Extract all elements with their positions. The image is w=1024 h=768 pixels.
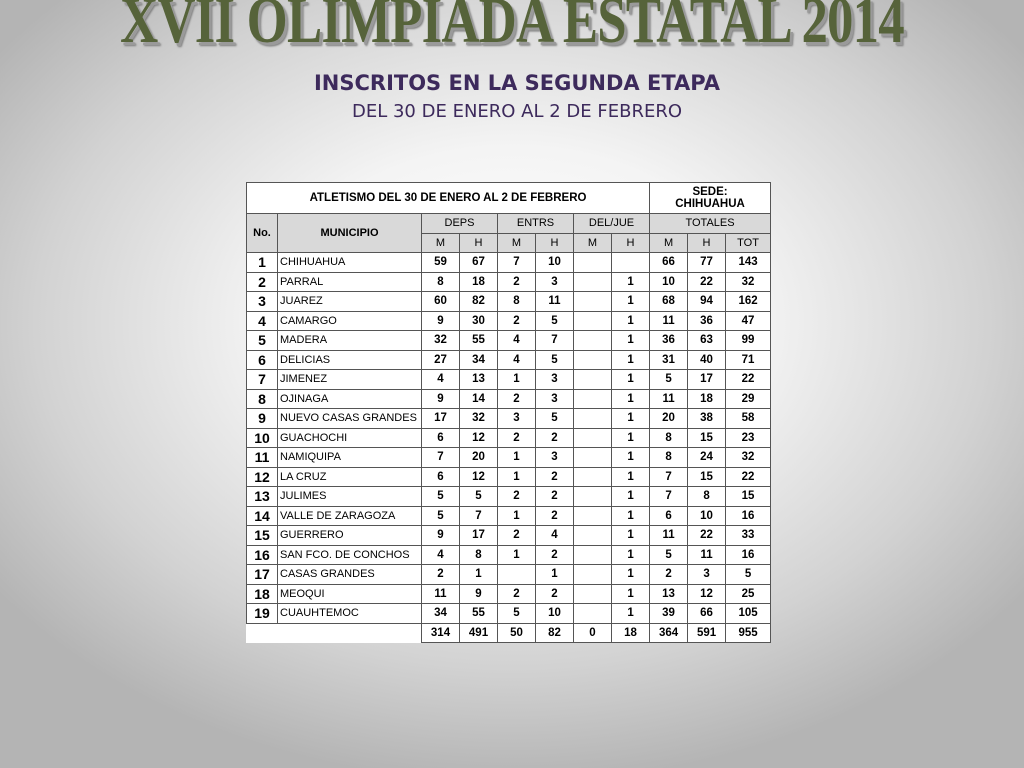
value-cell xyxy=(574,545,612,565)
row-number: 16 xyxy=(247,545,278,565)
value-cell: 58 xyxy=(726,409,771,429)
value-cell: 1 xyxy=(612,350,650,370)
value-cell: 7 xyxy=(498,253,536,273)
total-cell: 491 xyxy=(460,623,498,643)
total-cell: 82 xyxy=(536,623,574,643)
subheader-cell: H xyxy=(688,233,726,253)
value-cell: 32 xyxy=(726,272,771,292)
value-cell: 1 xyxy=(612,370,650,390)
value-cell: 3 xyxy=(536,272,574,292)
value-cell: 66 xyxy=(688,604,726,624)
value-cell: 3 xyxy=(498,409,536,429)
value-cell: 29 xyxy=(726,389,771,409)
value-cell: 38 xyxy=(688,409,726,429)
value-cell: 1 xyxy=(612,311,650,331)
table-row xyxy=(247,506,771,526)
value-cell: 6 xyxy=(422,428,460,448)
value-cell xyxy=(574,389,612,409)
value-cell: 9 xyxy=(422,526,460,546)
value-cell: 2 xyxy=(498,311,536,331)
total-cell: 18 xyxy=(612,623,650,643)
value-cell: 1 xyxy=(612,467,650,487)
value-cell: 2 xyxy=(536,545,574,565)
row-number: 14 xyxy=(247,506,278,526)
value-cell: 4 xyxy=(536,526,574,546)
table-row xyxy=(247,604,771,624)
value-cell xyxy=(574,311,612,331)
value-cell xyxy=(574,331,612,351)
value-cell xyxy=(574,253,612,273)
value-cell: 7 xyxy=(650,467,688,487)
value-cell: 11 xyxy=(650,526,688,546)
table-row xyxy=(247,272,771,292)
municipio-name: OJINAGA xyxy=(278,389,422,409)
value-cell: 36 xyxy=(688,311,726,331)
value-cell: 27 xyxy=(422,350,460,370)
value-cell: 68 xyxy=(650,292,688,312)
value-cell: 3 xyxy=(536,370,574,390)
value-cell xyxy=(574,506,612,526)
municipio-name: CHIHUAHUA xyxy=(278,253,422,273)
table-row xyxy=(247,467,771,487)
value-cell: 22 xyxy=(688,526,726,546)
value-cell xyxy=(574,350,612,370)
sede-cell xyxy=(650,183,771,214)
value-cell: 11 xyxy=(650,389,688,409)
value-cell: 14 xyxy=(460,389,498,409)
row-number: 12 xyxy=(247,467,278,487)
value-cell: 40 xyxy=(688,350,726,370)
value-cell xyxy=(498,565,536,585)
value-cell: 10 xyxy=(536,604,574,624)
value-cell: 10 xyxy=(536,253,574,273)
subheader-cell: M xyxy=(574,233,612,253)
value-cell: 1 xyxy=(612,331,650,351)
value-cell: 5 xyxy=(460,487,498,507)
value-cell: 59 xyxy=(422,253,460,273)
row-number: 7 xyxy=(247,370,278,390)
value-cell xyxy=(574,467,612,487)
value-cell: 5 xyxy=(422,506,460,526)
value-cell: 55 xyxy=(460,604,498,624)
value-cell: 2 xyxy=(536,487,574,507)
value-cell: 11 xyxy=(422,584,460,604)
value-cell: 1 xyxy=(612,389,650,409)
value-cell xyxy=(574,409,612,429)
value-cell: 1 xyxy=(498,467,536,487)
value-cell: 2 xyxy=(536,584,574,604)
value-cell: 20 xyxy=(460,448,498,468)
municipio-name: MEOQUI xyxy=(278,584,422,604)
table-row xyxy=(247,448,771,468)
value-cell: 162 xyxy=(726,292,771,312)
value-cell: 1 xyxy=(498,370,536,390)
value-cell: 4 xyxy=(498,331,536,351)
row-number: 4 xyxy=(247,311,278,331)
value-cell: 8 xyxy=(650,448,688,468)
value-cell: 10 xyxy=(650,272,688,292)
value-cell: 5 xyxy=(650,545,688,565)
total-cell: 364 xyxy=(650,623,688,643)
value-cell: 34 xyxy=(422,604,460,624)
registrations-table xyxy=(246,182,771,643)
value-cell xyxy=(574,448,612,468)
table-row xyxy=(247,370,771,390)
value-cell: 25 xyxy=(726,584,771,604)
row-number: 10 xyxy=(247,428,278,448)
value-cell: 5 xyxy=(650,370,688,390)
value-cell: 15 xyxy=(688,467,726,487)
value-cell: 1 xyxy=(612,604,650,624)
value-cell: 15 xyxy=(688,428,726,448)
subheader-cell: H xyxy=(536,233,574,253)
value-cell: 3 xyxy=(536,389,574,409)
subheader-cell: M xyxy=(422,233,460,253)
row-number: 9 xyxy=(247,409,278,429)
value-cell: 1 xyxy=(612,272,650,292)
value-cell: 16 xyxy=(726,506,771,526)
value-cell: 39 xyxy=(650,604,688,624)
col-header-municipio: MUNICIPIO xyxy=(278,214,422,253)
col-header-no: No. xyxy=(247,214,278,253)
value-cell: 8 xyxy=(688,487,726,507)
table-row xyxy=(247,350,771,370)
municipio-name: PARRAL xyxy=(278,272,422,292)
municipio-name: LA CRUZ xyxy=(278,467,422,487)
subheader-cell: H xyxy=(460,233,498,253)
value-cell: 10 xyxy=(688,506,726,526)
table-row xyxy=(247,428,771,448)
row-number: 11 xyxy=(247,448,278,468)
value-cell: 1 xyxy=(536,565,574,585)
value-cell xyxy=(574,428,612,448)
value-cell: 1 xyxy=(612,545,650,565)
sede-value: CHIHUAHUA xyxy=(675,198,745,210)
value-cell: 8 xyxy=(650,428,688,448)
value-cell xyxy=(574,584,612,604)
municipio-name: CASAS GRANDES xyxy=(278,565,422,585)
total-cell: 955 xyxy=(726,623,771,643)
table-row xyxy=(247,253,771,273)
table-row xyxy=(247,487,771,507)
sede-label: SEDE: xyxy=(692,186,728,198)
value-cell: 2 xyxy=(498,526,536,546)
value-cell: 4 xyxy=(498,350,536,370)
value-cell: 66 xyxy=(650,253,688,273)
value-cell: 1 xyxy=(612,506,650,526)
table-row xyxy=(247,292,771,312)
value-cell xyxy=(574,526,612,546)
value-cell: 18 xyxy=(688,389,726,409)
subheader-cell: TOT xyxy=(726,233,771,253)
value-cell xyxy=(574,565,612,585)
group-header-deljue: DEL/JUE xyxy=(574,214,650,234)
value-cell: 24 xyxy=(688,448,726,468)
date-range: DEL 30 DE ENERO AL 2 DE FEBRERO xyxy=(352,101,682,122)
value-cell: 71 xyxy=(726,350,771,370)
value-cell: 1 xyxy=(612,565,650,585)
municipio-name: NUEVO CASAS GRANDES xyxy=(278,409,422,429)
municipio-name: SAN FCO. DE CONCHOS xyxy=(278,545,422,565)
municipio-name: NAMIQUIPA xyxy=(278,448,422,468)
value-cell: 8 xyxy=(422,272,460,292)
value-cell: 5 xyxy=(726,565,771,585)
row-number: 6 xyxy=(247,350,278,370)
value-cell: 99 xyxy=(726,331,771,351)
value-cell: 1 xyxy=(460,565,498,585)
value-cell: 1 xyxy=(612,487,650,507)
value-cell: 17 xyxy=(460,526,498,546)
value-cell: 32 xyxy=(422,331,460,351)
value-cell: 9 xyxy=(422,389,460,409)
value-cell: 63 xyxy=(688,331,726,351)
value-cell: 105 xyxy=(726,604,771,624)
row-number: 2 xyxy=(247,272,278,292)
value-cell: 2 xyxy=(498,389,536,409)
table-row xyxy=(247,526,771,546)
value-cell: 11 xyxy=(536,292,574,312)
value-cell: 4 xyxy=(422,545,460,565)
municipio-name: CAMARGO xyxy=(278,311,422,331)
total-cell: 314 xyxy=(422,623,460,643)
value-cell: 18 xyxy=(460,272,498,292)
value-cell: 4 xyxy=(422,370,460,390)
municipio-name: MADERA xyxy=(278,331,422,351)
value-cell: 55 xyxy=(460,331,498,351)
total-cell: 591 xyxy=(688,623,726,643)
value-cell: 2 xyxy=(498,428,536,448)
value-cell xyxy=(574,604,612,624)
value-cell: 1 xyxy=(612,409,650,429)
value-cell: 5 xyxy=(498,604,536,624)
municipio-name: JULIMES xyxy=(278,487,422,507)
value-cell: 1 xyxy=(612,584,650,604)
value-cell: 77 xyxy=(688,253,726,273)
value-cell: 11 xyxy=(650,311,688,331)
municipio-name: GUERRERO xyxy=(278,526,422,546)
value-cell: 34 xyxy=(460,350,498,370)
banner-title: XVII OLIMPIADA ESTATAL 2014 xyxy=(120,0,904,57)
value-cell: 33 xyxy=(726,526,771,546)
row-number: 18 xyxy=(247,584,278,604)
value-cell: 1 xyxy=(498,448,536,468)
row-number: 3 xyxy=(247,292,278,312)
value-cell: 20 xyxy=(650,409,688,429)
value-cell: 2 xyxy=(536,506,574,526)
value-cell: 5 xyxy=(536,409,574,429)
value-cell: 22 xyxy=(726,370,771,390)
value-cell: 60 xyxy=(422,292,460,312)
subheader-cell: H xyxy=(612,233,650,253)
table-row xyxy=(247,311,771,331)
value-cell: 2 xyxy=(536,428,574,448)
table-row xyxy=(247,584,771,604)
value-cell: 7 xyxy=(422,448,460,468)
total-cell: 50 xyxy=(498,623,536,643)
value-cell: 16 xyxy=(726,545,771,565)
group-header-entrs: ENTRS xyxy=(498,214,574,234)
value-cell xyxy=(612,253,650,273)
value-cell xyxy=(574,292,612,312)
municipio-name: JUAREZ xyxy=(278,292,422,312)
value-cell: 23 xyxy=(726,428,771,448)
value-cell: 12 xyxy=(460,467,498,487)
value-cell: 2 xyxy=(498,584,536,604)
value-cell: 36 xyxy=(650,331,688,351)
value-cell: 2 xyxy=(536,467,574,487)
value-cell: 2 xyxy=(650,565,688,585)
value-cell: 2 xyxy=(498,487,536,507)
municipio-name: CUAUHTEMOC xyxy=(278,604,422,624)
municipio-name: DELICIAS xyxy=(278,350,422,370)
row-number: 8 xyxy=(247,389,278,409)
value-cell: 2 xyxy=(498,272,536,292)
value-cell: 3 xyxy=(536,448,574,468)
row-number: 1 xyxy=(247,253,278,273)
page-subtitle: INSCRITOS EN LA SEGUNDA ETAPA xyxy=(313,71,721,95)
value-cell: 9 xyxy=(422,311,460,331)
value-cell: 3 xyxy=(688,565,726,585)
value-cell: 143 xyxy=(726,253,771,273)
group-header-deps: DEPS xyxy=(422,214,498,234)
value-cell: 94 xyxy=(688,292,726,312)
table-row xyxy=(247,545,771,565)
value-cell: 13 xyxy=(650,584,688,604)
totals-spacer xyxy=(247,623,422,643)
row-number: 13 xyxy=(247,487,278,507)
table-row xyxy=(247,565,771,585)
value-cell: 8 xyxy=(460,545,498,565)
subheader-cell: M xyxy=(498,233,536,253)
value-cell: 7 xyxy=(536,331,574,351)
value-cell: 12 xyxy=(460,428,498,448)
municipio-name: GUACHOCHI xyxy=(278,428,422,448)
row-number: 19 xyxy=(247,604,278,624)
row-number: 5 xyxy=(247,331,278,351)
value-cell: 8 xyxy=(498,292,536,312)
value-cell: 11 xyxy=(688,545,726,565)
value-cell: 5 xyxy=(536,311,574,331)
value-cell: 82 xyxy=(460,292,498,312)
value-cell: 6 xyxy=(422,467,460,487)
value-cell: 32 xyxy=(460,409,498,429)
value-cell: 5 xyxy=(422,487,460,507)
subheader-cell: M xyxy=(650,233,688,253)
value-cell: 15 xyxy=(726,487,771,507)
value-cell: 5 xyxy=(536,350,574,370)
value-cell: 1 xyxy=(498,545,536,565)
value-cell xyxy=(574,272,612,292)
value-cell xyxy=(574,487,612,507)
value-cell: 13 xyxy=(460,370,498,390)
total-cell: 0 xyxy=(574,623,612,643)
table-row xyxy=(247,331,771,351)
table-row xyxy=(247,409,771,429)
value-cell: 47 xyxy=(726,311,771,331)
value-cell: 22 xyxy=(726,467,771,487)
group-header-totales: TOTALES xyxy=(650,214,771,234)
value-cell: 32 xyxy=(726,448,771,468)
value-cell: 17 xyxy=(422,409,460,429)
row-number: 15 xyxy=(247,526,278,546)
value-cell: 6 xyxy=(650,506,688,526)
value-cell xyxy=(574,370,612,390)
totals-row xyxy=(247,623,771,643)
value-cell: 1 xyxy=(612,428,650,448)
value-cell: 1 xyxy=(612,448,650,468)
value-cell: 1 xyxy=(498,506,536,526)
value-cell: 9 xyxy=(460,584,498,604)
value-cell: 7 xyxy=(460,506,498,526)
municipio-name: JIMENEZ xyxy=(278,370,422,390)
table-caption: ATLETISMO DEL 30 DE ENERO AL 2 DE FEBRERO xyxy=(247,183,650,214)
value-cell: 67 xyxy=(460,253,498,273)
value-cell: 7 xyxy=(650,487,688,507)
value-cell: 22 xyxy=(688,272,726,292)
value-cell: 30 xyxy=(460,311,498,331)
value-cell: 2 xyxy=(422,565,460,585)
value-cell: 12 xyxy=(688,584,726,604)
row-number: 17 xyxy=(247,565,278,585)
value-cell: 1 xyxy=(612,292,650,312)
value-cell: 1 xyxy=(612,526,650,546)
table-row xyxy=(247,389,771,409)
municipio-name: VALLE DE ZARAGOZA xyxy=(278,506,422,526)
value-cell: 31 xyxy=(650,350,688,370)
value-cell: 17 xyxy=(688,370,726,390)
